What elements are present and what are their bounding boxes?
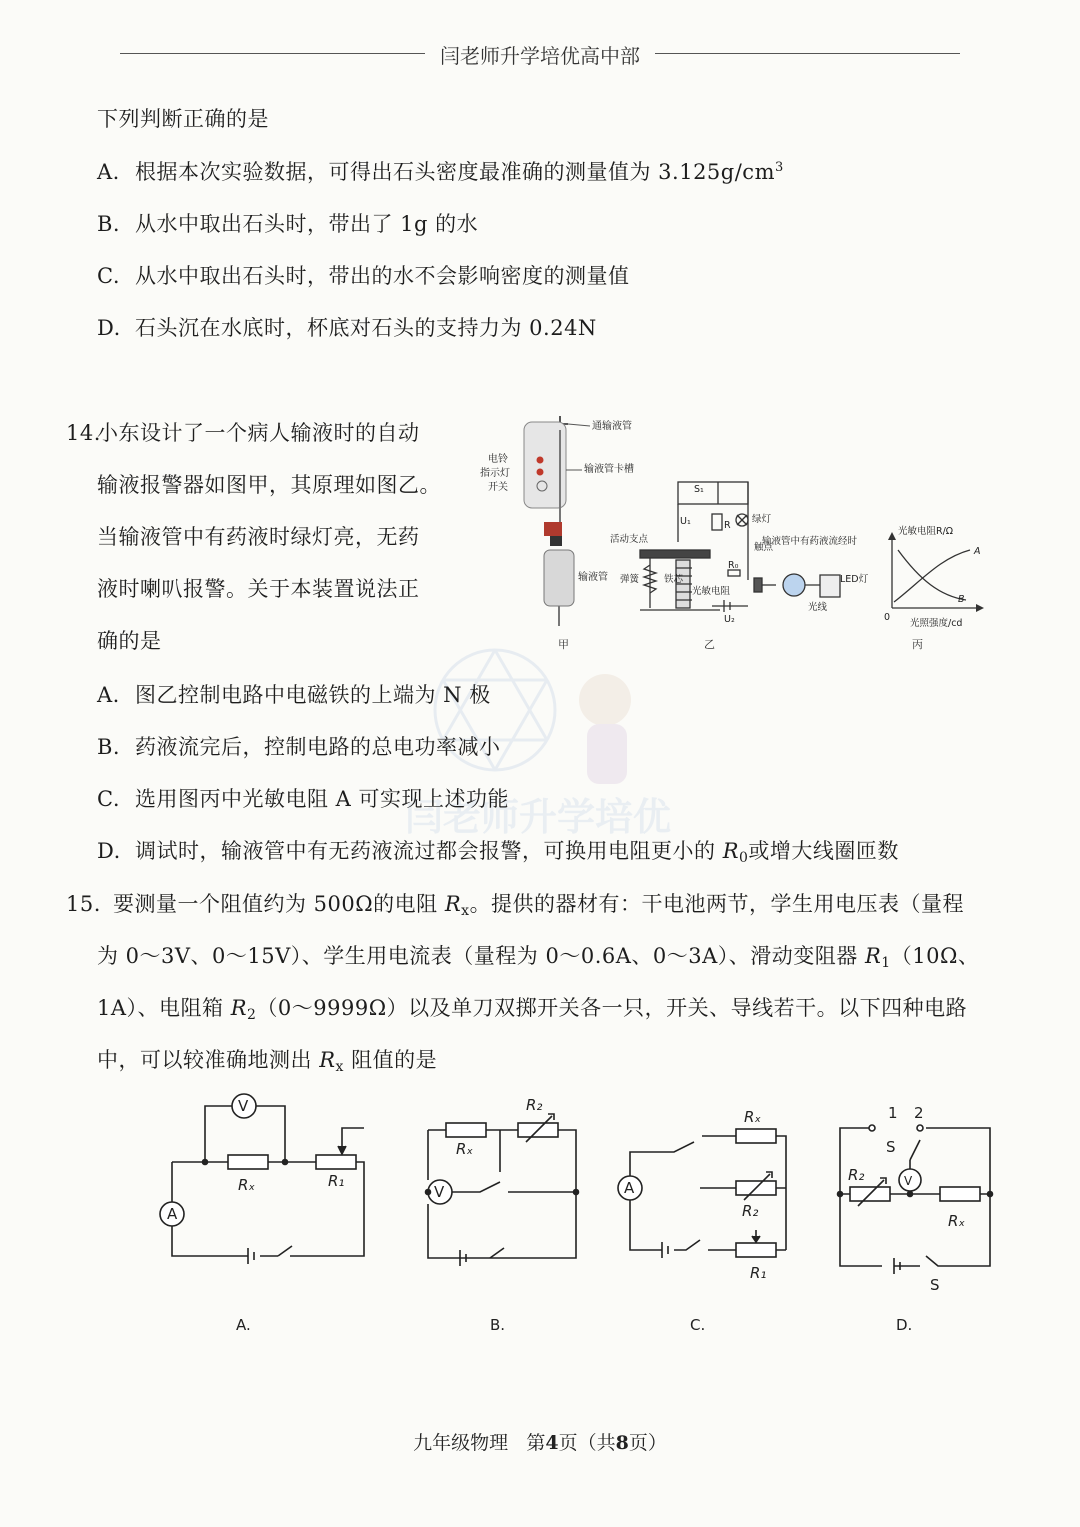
circuit-d-labels	[848, 1104, 965, 1334]
graph-origin: 0	[884, 612, 891, 623]
resistor-rx	[736, 1129, 776, 1143]
option-label: D.	[97, 316, 121, 340]
footer-page-mid: 页（共	[558, 1432, 616, 1454]
circuit-b	[426, 1114, 579, 1266]
curve-b	[898, 550, 966, 600]
label-infusion-tube: 输液管	[578, 572, 608, 583]
switch-label: S	[886, 1138, 896, 1156]
q14-stem-line: 小东设计了一个病人输液时的自动	[97, 421, 420, 445]
q15-line	[113, 889, 964, 919]
caption-bing: 丙	[912, 638, 923, 651]
rx-label: Rₓ	[948, 1212, 966, 1230]
label-tube: 通输液管	[592, 421, 632, 432]
option-label: C.	[97, 787, 120, 811]
q14-option-b	[97, 732, 501, 762]
resistor-rx	[940, 1187, 980, 1201]
option-text: 根据本次实验数据，可得出石头密度最准确的测量值为 3.125g/cm	[135, 160, 775, 184]
caption-b: B.	[490, 1316, 506, 1334]
option-label: D.	[97, 839, 121, 863]
q14-stem-line: 确的是	[97, 629, 162, 653]
var: R	[864, 944, 882, 968]
header-rule-left	[120, 53, 425, 54]
q13-option-a	[97, 157, 784, 187]
r2-label: R₂	[848, 1166, 865, 1184]
q14-stem-line: 当输液管中有药液时绿灯亮，无药	[97, 525, 420, 549]
q15-number: 15.	[66, 892, 101, 916]
drip-chamber	[544, 550, 574, 606]
var: R	[444, 892, 462, 916]
caption-d: D.	[896, 1316, 913, 1334]
watermark-text: 闫老师升学培优	[405, 794, 672, 839]
label-ldr: 光敏电阻	[692, 586, 731, 597]
r1-label: R₁	[750, 1264, 767, 1282]
label-contact: 触点	[754, 542, 774, 553]
option-text: 从水中取出石头时，带出了 1g 的水	[135, 212, 479, 236]
label-pivot: 活动支点	[610, 534, 649, 545]
r2-label: R₂	[742, 1202, 759, 1220]
q15-line	[97, 941, 979, 971]
label-r: R	[724, 520, 731, 531]
option-text: 从水中取出石头时，带出的水不会影响密度的测量值	[135, 264, 630, 288]
rx-label: Rₓ	[456, 1140, 474, 1158]
label-clamp: 输液管卡槽	[584, 464, 634, 475]
figure-yi	[640, 482, 840, 612]
text: （0～9999Ω）以及单刀双掷开关各一只，开关、导线若干。以下四种电路	[256, 996, 968, 1020]
option-label: B.	[97, 735, 121, 759]
ammeter-label: A	[624, 1179, 635, 1197]
q14-option-c	[97, 784, 509, 814]
bell-icon	[537, 457, 544, 464]
circuit-a-labels	[167, 1097, 344, 1334]
header-title: 闫老师升学培优高中部	[440, 44, 640, 68]
rheostat-r1	[736, 1243, 776, 1257]
figure-bing	[884, 525, 984, 651]
indicator-lamp-icon	[537, 469, 544, 476]
text: 要测量一个阻值约为 500Ω的电阻	[113, 892, 445, 916]
q13-stem: 下列判断正确的是	[97, 107, 269, 131]
footer-page-pre: 第	[526, 1432, 546, 1454]
q13-option-b	[97, 209, 478, 239]
throw1-label: 1	[888, 1104, 898, 1122]
footer-page-total: 8	[615, 1432, 629, 1454]
label-r0: R₀	[728, 560, 739, 571]
switch-label: S	[930, 1276, 940, 1294]
figure-yi-labels	[610, 484, 869, 651]
q15-line	[97, 1045, 437, 1075]
caption-a: A.	[236, 1316, 251, 1334]
text: 阻值的是	[343, 1048, 438, 1072]
label-u1: U₁	[680, 516, 691, 527]
var: R	[230, 996, 248, 1020]
footer-subject: 九年级物理	[413, 1432, 509, 1454]
text: （10Ω、	[890, 944, 980, 968]
graph-xlabel: 光照强度/cd	[910, 618, 963, 629]
footer-page-post: 页）	[628, 1432, 667, 1454]
text: 。提供的器材有：干电池两节，学生用电压表（量程	[469, 892, 965, 916]
footer-page-number: 4	[545, 1432, 559, 1454]
q14-figure	[480, 410, 1000, 658]
option-sub: 0	[739, 850, 749, 866]
circuit-d	[838, 1125, 993, 1274]
label-spring: 弹簧	[620, 574, 640, 585]
text: 1A）、电阻箱	[97, 996, 231, 1020]
r2-label: R₂	[526, 1096, 543, 1114]
label-flow: 输液管中有药液流经时	[762, 536, 858, 547]
q13-option-c	[97, 261, 630, 291]
text: 为 0～3V、0～15V）、学生用电流表（量程为 0～0.6A、0～3A）、滑动变阻器	[97, 944, 865, 968]
option-text: 调试时，输液管中有无药液流过都会报警，可换用电阻更小的	[135, 839, 723, 863]
label-s1: S₁	[694, 484, 704, 495]
rx-label: Rₓ	[744, 1108, 762, 1126]
var: R	[319, 1048, 336, 1072]
q15-line	[97, 993, 967, 1023]
label-u2: U₂	[724, 614, 735, 625]
page-header	[0, 38, 1080, 68]
rx-label: Rₓ	[238, 1176, 256, 1194]
option-label: A.	[97, 683, 120, 707]
option-text: 药液流完后，控制电路的总电功率减小	[135, 735, 501, 759]
option-label: B.	[97, 212, 121, 236]
ammeter-label: A	[167, 1205, 178, 1223]
option-text: 选用图丙中光敏电阻 A 可实现上述功能	[135, 787, 510, 811]
label-indicator: 指示灯	[480, 468, 510, 479]
option-text: 石头沉在水底时，杯底对石头的支持力为 0.24N	[135, 316, 597, 340]
caption-yi: 乙	[704, 638, 715, 651]
q15-circuits	[150, 1090, 1010, 1334]
sub: 1	[881, 955, 891, 971]
r1-label: R₁	[328, 1172, 345, 1190]
label-green-lamp: 绿灯	[752, 514, 772, 525]
header-rule-right	[655, 53, 960, 54]
voltmeter-label: V	[238, 1097, 249, 1115]
option-sup: 3	[774, 160, 784, 175]
caption-jia: 甲	[558, 638, 569, 651]
sub: 2	[247, 1007, 257, 1023]
q14-option-d	[97, 836, 899, 866]
label-light: 光线	[808, 602, 828, 613]
caption-c: C.	[690, 1316, 706, 1334]
sub: x	[461, 903, 470, 919]
option-var: R	[722, 839, 739, 863]
option-text-post: 或增大线圈匝数	[748, 839, 899, 863]
label-core: 铁芯	[664, 574, 684, 585]
throw2-label: 2	[914, 1104, 924, 1122]
page-footer	[0, 1428, 1080, 1455]
option-label: A.	[97, 160, 120, 184]
option-label: C.	[97, 264, 120, 288]
resistor-rx	[446, 1123, 486, 1137]
option-text: 图乙控制电路中电磁铁的上端为 N 极	[135, 683, 491, 707]
text: 中，可以较准确地测出	[97, 1048, 320, 1072]
label-switch: 开关	[488, 482, 508, 493]
graph-curve-b-label: B	[958, 594, 965, 605]
q14-number: 14.	[66, 421, 101, 445]
circuit-c	[618, 1129, 786, 1258]
label-led: LED灯	[840, 574, 869, 585]
q14-stem-line: 液时喇叭报警。关于本装置说法正	[97, 577, 420, 601]
rheostat-r1	[316, 1155, 356, 1169]
voltmeter-label: V	[904, 1174, 913, 1188]
q13-option-d	[97, 313, 597, 343]
q14-stem-line: 输液报警器如图甲，其原理如图乙。	[97, 473, 441, 497]
graph-curve-a-label: A	[974, 546, 981, 557]
label-bell: 电铃	[488, 454, 508, 465]
voltmeter-label: V	[434, 1183, 445, 1201]
sub: x	[335, 1059, 344, 1075]
graph-ylabel: 光敏电阻R/Ω	[898, 526, 954, 537]
q14-option-a	[97, 680, 491, 710]
resistor-rx	[228, 1155, 268, 1169]
